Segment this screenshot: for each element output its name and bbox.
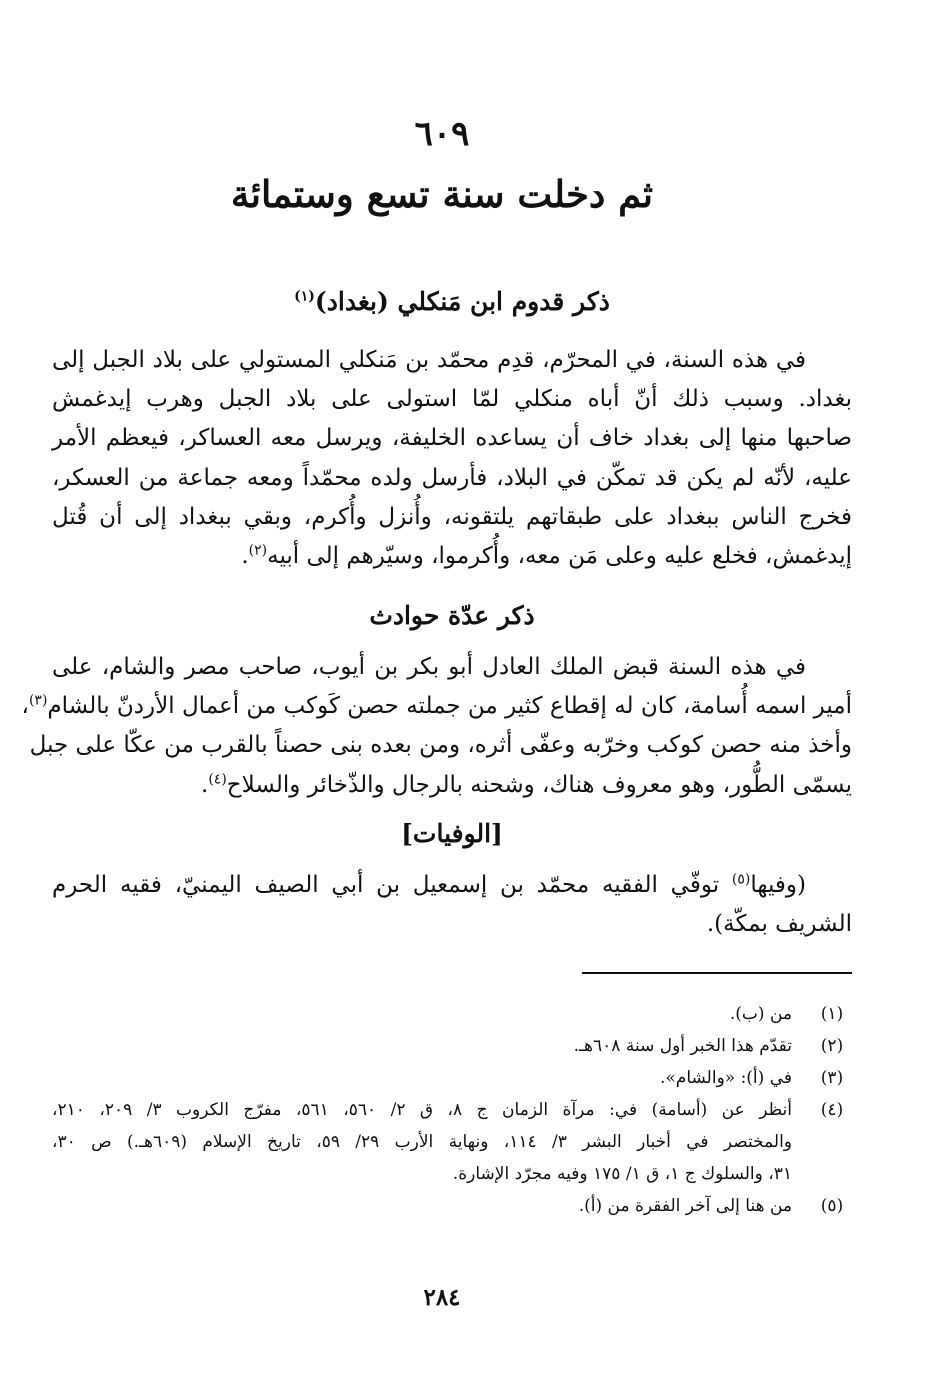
footnote-number: (١) [820, 1004, 844, 1024]
text-segment: يسمّى الطُّور، وهو معروف هناك، وشحنه بالرجال والذّخائر والسلاح [226, 771, 852, 798]
text-line [52, 537, 852, 576]
footnote-text: تقدّم هذا الخبر أول سنة ٦٠٨هـ. [573, 1036, 792, 1056]
footnotes [52, 998, 852, 1222]
footnote-line: ٣١، والسلوك ج ١، ق ١/ ١٧٥ وفيه مجرّد الإشارة. [452, 1164, 792, 1184]
footnote-item [52, 1030, 852, 1062]
text-line: فخرج الناس ببغداد على طبقاتهم يلتقونه، وأُنزل وأُكرم، وبقي ببغداد إلى أن قُتل [52, 503, 852, 530]
book-page [21, 0, 852, 1377]
text-line: الشريف بمكّة). [706, 911, 852, 938]
text-segment: إيدغمش، فخلع عليه وعلى مَن معه، وأُكرموا، وسيّرهم إلى أبيه [267, 543, 852, 570]
footnote-item [52, 1190, 852, 1222]
footnote-divider [582, 972, 852, 974]
text-line: عليه، لأنّه لم يكن قد تمكّن في البلاد، فأرسل ولده محمّداً ومعه جماعة من العسكر، [52, 464, 852, 491]
chapter-title: ثم دخلت سنة تسع وستمائة [230, 172, 654, 216]
footnote-number: (٣) [820, 1068, 844, 1088]
footnote-text: في (أ): «والشام». [659, 1068, 792, 1088]
footnote-number: (٢) [820, 1036, 844, 1056]
section-heading-events: ذكر عدّة حوادث [369, 601, 535, 630]
text-line: في هذه السنة، في المحرّم، قدِم محمّد بن مَنكلي المستولي على بلاد الجبل إلى [52, 347, 806, 373]
section-heading-arrival [52, 282, 852, 322]
section-heading-text: ذكر قدوم ابن مَنكلي (بغداد) [314, 287, 610, 316]
text-line [52, 866, 852, 905]
text-segment: أمير اسمه أُسامة، كان له إقطاع كثير من جملته حصن كَوكب من أعمال الأردنّ بالشام [47, 693, 852, 720]
text-segment: ، [21, 693, 29, 720]
footnote-ref: (٥) [731, 871, 751, 888]
footnote-ref: (٤) [208, 770, 227, 787]
footnote-item [52, 1062, 852, 1094]
section-heading-deaths: [الوفيات] [401, 819, 503, 848]
footnote-number: (٤) [820, 1100, 844, 1120]
text-line: صاحبها منها إلى بغداد خاف أن يساعده الخليفة، ويرسل معه العساكر، فيعظم الأمر [52, 425, 852, 452]
footnote-ref: (٢) [248, 542, 268, 559]
text-line: في هذه السنة قبض الملك العادل أبو بكر بن أيوب، صاحب مصر والشام، على [52, 654, 806, 680]
paragraph-events [21, 648, 852, 805]
year-number: ٦٠٩ [414, 114, 470, 154]
text-segment: (وفيها [750, 872, 806, 898]
text-line [21, 687, 852, 726]
paragraph-arrival [52, 341, 852, 576]
footnote-ref: (٣) [28, 692, 48, 709]
text-line [52, 766, 852, 805]
text-segment: توفّي الفقيه محمّد بن إسمعيل بن أبي الصيف اليمنيّ، فقيه الحرم [52, 872, 732, 898]
footnote-text [52, 1094, 792, 1190]
footnote-text: من هنا إلى آخر الفقرة من (أ). [578, 1196, 792, 1216]
text-line: بغداد. وسبب ذلك أنّ أباه منكلي لمّا استولى على بلاد الجبل وهرب إيدغمش [52, 386, 852, 413]
footnote-line: والمختصر في أخبار البشر ٣/ ١١٤، ونهاية الأرب ٢٩/ ٥٩، تاريخ الإسلام (٦٠٩هـ.) ص ٣٠، [52, 1132, 793, 1152]
footnote-item [52, 998, 852, 1030]
text-line: وأخذ منه حصن كوكب وخرّبه وعفّى أثره، ومن بعده بنى حصناً بالقرب من عكّا على جبل [29, 732, 852, 759]
page-number: ٢٨٤ [423, 1284, 461, 1311]
text-segment: . [201, 771, 209, 798]
footnote-ref: (١) [294, 288, 315, 305]
footnote-line: أنظر عن (أسامة) في: مرآة الزمان ج ٨، ق ٢/ ٥٦٠، ٥٦١، مفرّج الكروب ٣/ ٢٠٩، ٢١٠، [52, 1100, 792, 1120]
footnote-number: (٥) [820, 1196, 844, 1216]
footnote-item [52, 1094, 852, 1190]
text-segment: . [241, 543, 249, 570]
paragraph-deaths [52, 866, 852, 944]
footnote-text: من (ب). [729, 1004, 792, 1024]
